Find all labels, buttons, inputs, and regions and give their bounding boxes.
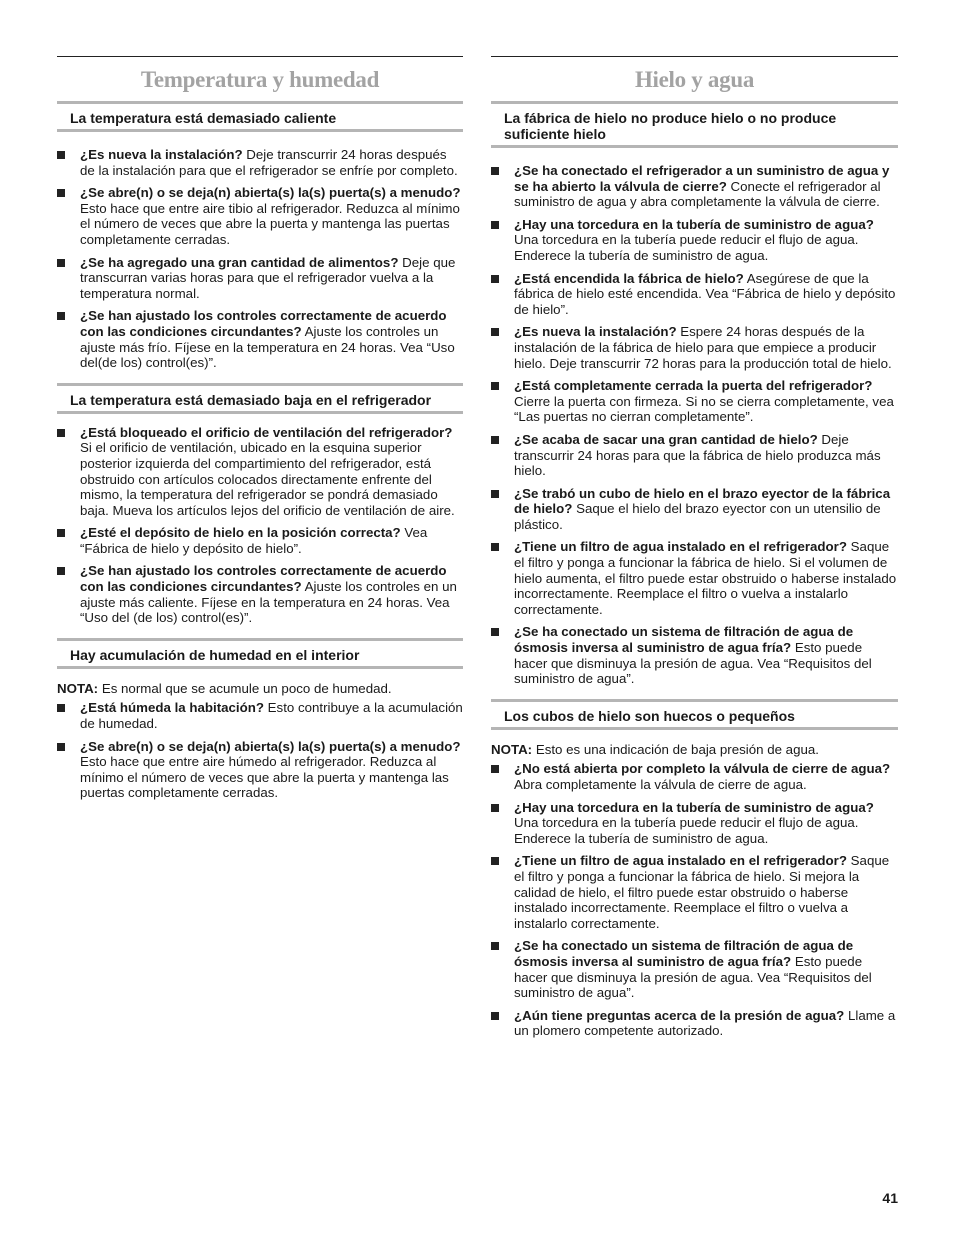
- column-temperature-humidity: [57, 56, 463, 808]
- list-item: [491, 432, 898, 479]
- list-item: [491, 624, 898, 686]
- answer: Esto contribuye a la acumulación de humedad.: [80, 700, 463, 732]
- page-number: 41: [882, 1190, 898, 1206]
- question: ¿Es nueva la instalación?: [514, 324, 677, 340]
- answer: Si el orificio de ventilación, ubicado en la esquina superior posterior izquierda del compartimiento del refrigerador, está obstruido con artículos colocados directamente enfrente del mismo, la temperatura del refrigerador se pondrá demasiado baja. Mueva los artículos lejos del orificio de ventilación de aire.: [80, 440, 455, 518]
- bullet-icon: [57, 189, 65, 197]
- answer: Espere 24 horas después de la instalación de la fábrica de hielo para que empiece a producir hielo. Deje transcurrir 72 horas para la producción total de hielo.: [514, 324, 892, 371]
- section-title: Temperatura y humedad: [140, 67, 380, 92]
- answer: Conecte el refrigerador al suministro de agua y abra completamente la válvula de cierre.: [514, 178, 881, 210]
- column-ice-water: [491, 56, 898, 1046]
- bullet-icon: [57, 704, 65, 712]
- list-item: [57, 255, 463, 302]
- answer: Deje transcurrir 24 horas para que la fábrica de hielo produzca más hielo.: [514, 431, 881, 479]
- list-item: [491, 938, 898, 1000]
- list-item: [57, 563, 463, 625]
- note: [57, 681, 463, 697]
- bullet-icon: [491, 328, 499, 336]
- note-text: Esto es una indicación de baja presión de agua.: [532, 741, 819, 757]
- question: ¿No está abierta por completo la válvula de cierre de agua?: [514, 761, 891, 777]
- question: ¿Esté el depósito de hielo en la posición correcta?: [80, 525, 401, 541]
- answer: Vea “Fábrica de hielo y depósito de hielo”.: [80, 525, 428, 556]
- bullet-icon: [57, 529, 65, 537]
- question: ¿Se abre(n) o se deja(n) abierta(s) la(s) puerta(s) a menudo?: [80, 738, 461, 754]
- question: ¿Se ha conectado un sistema de filtración de agua de ósmosis inversa al suministro de agua fría?: [514, 938, 854, 969]
- bullet-icon: [57, 567, 65, 575]
- troubleshooting-list: [491, 761, 898, 1039]
- top-rule: [57, 56, 463, 57]
- answer: Esto puede hacer que disminuya la presión de agua. Vea “Requisitos del suministro de agua”.: [514, 640, 872, 687]
- question: ¿Es nueva la instalación?: [80, 147, 243, 162]
- question: ¿Se abre(n) o se deja(n) abierta(s) la(s) puerta(s) a menudo?: [80, 185, 461, 201]
- list-item: [491, 853, 898, 931]
- note-label: NOTA:: [57, 680, 99, 696]
- list-item: [57, 525, 463, 556]
- section-title: Hielo y agua: [634, 67, 755, 92]
- list-item: [57, 425, 463, 519]
- answer: Llame a un plomero competente autorizado.: [514, 1007, 896, 1039]
- answer: Ajuste los controles en un ajuste más caliente. Fíjese en la temperatura en 24 horas. Vea “Uso del (de los) control(es)”.: [80, 579, 457, 626]
- answer: Cierre la puerta con firmeza. Si no se cierra completamente, vea “Las puertas no cierran completamente”.: [514, 393, 894, 425]
- bullet-icon: [57, 259, 65, 267]
- bullet-icon: [491, 275, 499, 283]
- answer: Deje transcurrir 24 horas después de la instalación para que el refrigerador se enfríe por completo.: [80, 147, 458, 178]
- bullet-icon: [491, 382, 499, 390]
- troubleshooting-list: [491, 163, 898, 687]
- list-item: [57, 308, 463, 370]
- bullet-icon: [491, 167, 499, 175]
- question: ¿Se ha conectado el refrigerador a un suministro de agua y se ha abierto la válvula de cierre?: [514, 163, 890, 194]
- answer: Ajuste los controles un ajuste más frío. Fíjese en la temperatura en 24 horas. Vea “Uso del(de los) control(es)”.: [80, 323, 455, 371]
- troubleshooting-list: [57, 425, 463, 626]
- question: ¿Hay una torcedura en la tubería de suministro de agua?: [514, 799, 874, 815]
- answer: Abra completamente la válvula de cierre de agua.: [514, 777, 807, 792]
- list-item: [491, 486, 898, 533]
- bullet-icon: [57, 743, 65, 751]
- bullet-icon: [491, 628, 499, 636]
- question: ¿Se ha agregado una gran cantidad de alimentos?: [80, 254, 399, 270]
- answer: Deje que transcurran varias horas para que el refrigerador vuelva a la temperatura normal.: [80, 254, 456, 301]
- bullet-icon: [57, 429, 65, 437]
- answer: Saque el filtro y ponga a funcionar la fábrica de hielo. Si mejora la calidad de hielo, el filtro puede estar obstruido o haberse instalado incorrectamente. Reemplace el filtro o vuelva a instalarlo correctamente.: [514, 853, 890, 931]
- bullet-icon: [491, 436, 499, 444]
- top-rule: [491, 56, 898, 57]
- list-item: [57, 739, 463, 801]
- note-text: Es normal que se acumule un poco de humedad.: [98, 680, 392, 696]
- question: ¿Está completamente cerrada la puerta del refrigerador?: [514, 378, 873, 394]
- list-item: [57, 185, 463, 247]
- question: ¿Se ha conectado un sistema de filtración de agua de ósmosis inversa al suministro de agua fría?: [514, 624, 854, 656]
- list-item: [491, 217, 898, 264]
- list-item: [491, 163, 898, 210]
- answer: Saque el hielo del brazo eyector con un utensilio de plástico.: [514, 501, 881, 532]
- subsection-heading: La temperatura está demasiado caliente: [57, 101, 463, 132]
- question: ¿Tiene un filtro de agua instalado en el refrigerador?: [514, 539, 847, 555]
- answer: Esto hace que entre aire húmedo al refrigerador. Reduzca al mínimo el número de veces que abre la puerta y mantenga las puertas completamente cerradas.: [80, 754, 449, 801]
- subsection-heading: Los cubos de hielo son huecos o pequeños: [491, 699, 898, 730]
- list-item: [491, 539, 898, 617]
- subsection-heading: Hay acumulación de humedad en el interior: [57, 638, 463, 669]
- question: ¿Está húmeda la habitación?: [80, 700, 264, 716]
- troubleshooting-list: [57, 147, 463, 371]
- question: ¿Aún tiene preguntas acerca de la presión de agua?: [514, 1007, 845, 1023]
- question: ¿Está bloqueado el orificio de ventilación del refrigerador?: [80, 424, 453, 440]
- bullet-icon: [57, 312, 65, 320]
- bullet-icon: [57, 151, 65, 159]
- question: ¿Se han ajustado los controles correctamente de acuerdo con las condiciones circundantes?: [80, 563, 447, 595]
- question: ¿Tiene un filtro de agua instalado en el refrigerador?: [514, 853, 847, 869]
- bullet-icon: [491, 857, 499, 865]
- bullet-icon: [491, 1012, 499, 1020]
- bullet-icon: [491, 543, 499, 551]
- question: ¿Está encendida la fábrica de hielo?: [514, 270, 744, 286]
- list-item: [491, 761, 898, 792]
- bullet-icon: [491, 804, 499, 812]
- answer: Asegúrese de que la fábrica de hielo esté encendida. Vea “Fábrica de hielo y depósito de hielo”.: [514, 270, 896, 317]
- troubleshooting-list: [57, 700, 463, 801]
- list-item: [57, 700, 463, 731]
- bullet-icon: [491, 221, 499, 229]
- list-item: [491, 324, 898, 371]
- answer: Una torcedura en la tubería puede reducir el flujo de agua. Enderece la tubería de suministro de agua.: [514, 815, 859, 846]
- list-item: [491, 1008, 898, 1039]
- answer: Una torcedura en la tubería puede reducir el flujo de agua. Enderece la tubería de suministro de agua.: [514, 232, 859, 263]
- question: ¿Se acaba de sacar una gran cantidad de hielo?: [514, 431, 818, 447]
- note: [491, 742, 898, 758]
- list-item: [57, 147, 463, 178]
- bullet-icon: [491, 942, 499, 950]
- answer: Esto puede hacer que disminuya la presión de agua. Vea “Requisitos del suministro de agua”.: [514, 953, 872, 1001]
- list-item: [491, 271, 898, 318]
- question: ¿Se han ajustado los controles correctamente de acuerdo con las condiciones circundantes?: [80, 308, 447, 339]
- question: ¿Se trabó un cubo de hielo en el brazo eyector de la fábrica de hielo?: [514, 485, 891, 517]
- subsection-heading: La fábrica de hielo no produce hielo o no produce suficiente hielo: [491, 101, 898, 148]
- bullet-icon: [491, 765, 499, 773]
- answer: Saque el filtro y ponga a funcionar la fábrica de hielo. Si el volumen de hielo aumenta, el filtro puede estar obstruido o haberse instalado incorrectamente. Reemplace el filtro o vuelva a instalarlo correctamente.: [514, 539, 897, 617]
- list-item: [491, 378, 898, 425]
- list-item: [491, 800, 898, 847]
- answer: Esto hace que entre aire tibio al refrigerador. Reduzca al mínimo el número de veces que abre la puerta y mantenga las puertas completamente cerradas.: [80, 200, 460, 247]
- bullet-icon: [491, 490, 499, 498]
- subsection-heading: La temperatura está demasiado baja en el refrigerador: [57, 383, 463, 414]
- note-label: NOTA:: [491, 741, 533, 757]
- question: ¿Hay una torcedura en la tubería de suministro de agua?: [514, 216, 874, 232]
